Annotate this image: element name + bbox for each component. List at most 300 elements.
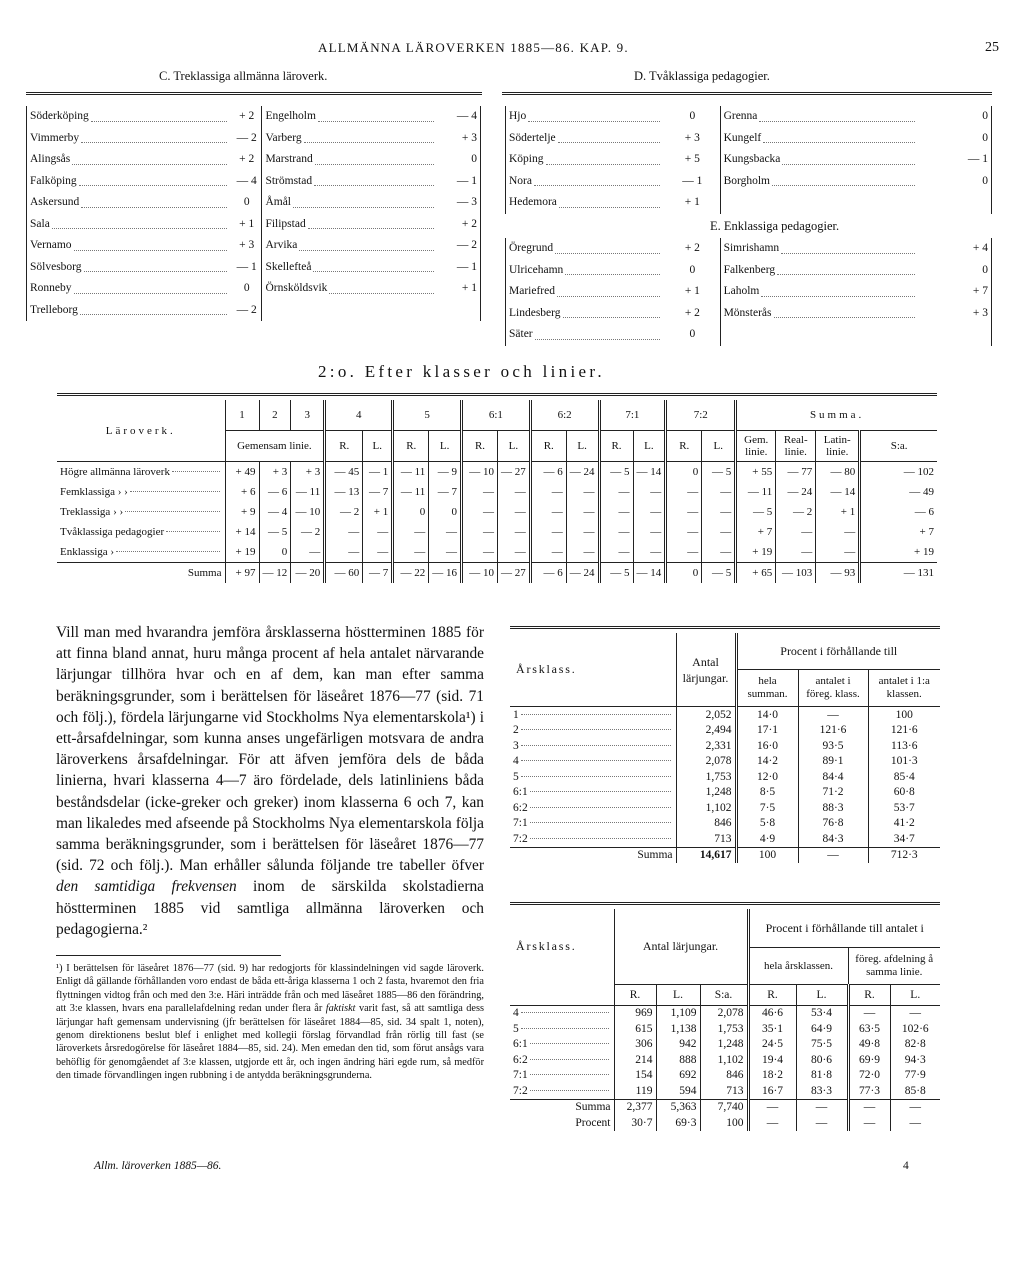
sectionC-right-name: Skellefteå: [265, 260, 312, 273]
klass-value: —: [702, 542, 736, 563]
section-e-table: [505, 238, 992, 346]
t3-hela: 14·0: [736, 707, 798, 723]
sectionC-left-name: Sala: [30, 217, 50, 230]
sectionC-row: [27, 106, 481, 128]
t3-antal: 1,753: [676, 769, 736, 785]
klass-value: — 103: [776, 563, 816, 584]
sectionC-right-name-cell: [262, 214, 439, 236]
klass-header-num: 3: [291, 400, 325, 431]
klass-value: —: [429, 522, 462, 542]
sectionC-right-name: Örnsköldsvik: [265, 282, 328, 294]
t3-1a: 101·3: [868, 754, 940, 770]
t3-summa-1a: 712·3: [868, 847, 940, 863]
klass-value: + 19: [225, 542, 259, 563]
section-c-rule: [26, 92, 482, 95]
klass-value: + 1: [816, 502, 860, 522]
sectionD-right-name: Kungelf: [723, 131, 762, 144]
klass-value: + 19: [736, 542, 776, 563]
klass-value: + 7: [736, 522, 776, 542]
klass-value: —: [393, 542, 429, 563]
t4-value: 594: [656, 1083, 700, 1099]
t4-header-r2: R.: [748, 985, 796, 1006]
sectionC-right-name-cell: [262, 171, 439, 193]
t3-foreg: 89·1: [798, 754, 868, 770]
t3-foreg: 93·5: [798, 738, 868, 754]
t3-row: [510, 831, 940, 847]
sectionD-right-name: Kungsbacka: [723, 153, 781, 165]
sectionC-row: [27, 128, 481, 150]
sectionC-right-name-cell: [262, 149, 439, 171]
klass-value: — 27: [498, 563, 531, 584]
klass-value: + 97: [225, 563, 259, 584]
t3-class-cell: [510, 738, 676, 754]
klass-value: — 131: [860, 563, 937, 584]
sectionC-left-name-cell: [27, 257, 232, 279]
klass-header-num: 6:1: [462, 400, 531, 431]
klass-value: —: [816, 522, 860, 542]
sectionC-row: [27, 214, 481, 236]
t3-class-cell: [510, 723, 676, 739]
sectionC-row: [27, 171, 481, 193]
laroverk-label: Tvåklassiga pedagogier: [60, 526, 165, 538]
sectionE-row: [506, 238, 992, 260]
sectionE-left-name: Säter: [509, 328, 533, 340]
page-number: 25: [985, 40, 999, 55]
sectionE-right-name: Laholm: [723, 285, 760, 297]
klass-value: + 6: [225, 482, 259, 502]
r-header: R.: [666, 431, 702, 462]
section-2-rule: [57, 393, 937, 396]
klass-value: —: [566, 482, 599, 502]
sectionD-row: [506, 149, 992, 171]
klass-value: — 5: [736, 502, 776, 522]
t4-procent-value: —: [796, 1115, 848, 1131]
sectionC-right-name-cell: [262, 257, 439, 279]
t4-value: 18·2: [748, 1068, 796, 1084]
sectionD-row: [506, 192, 992, 214]
sectionD-left-value: + 3: [665, 128, 720, 150]
t3-foreg: 121·6: [798, 723, 868, 739]
t4-row: [510, 1083, 940, 1099]
klass-value: —: [530, 482, 566, 502]
t3-header-foreg: antalet i föreg. klass.: [798, 670, 868, 707]
t3-1a: 85·4: [868, 769, 940, 785]
klass-header-row-1: [57, 400, 937, 431]
t3-antal: 1,248: [676, 785, 736, 801]
klass-value: — 7: [363, 482, 393, 502]
t4-procent-value: 69·3: [656, 1115, 700, 1131]
sectionC-right-value: + 2: [439, 214, 481, 236]
klass-header-num: 5: [393, 400, 462, 431]
klass-row: [57, 542, 937, 563]
t4-class-cell: [510, 1005, 614, 1021]
klass-value: — 16: [429, 563, 462, 584]
klass-value: — 60: [325, 563, 363, 584]
sectionD-left-value: 0: [665, 106, 720, 128]
klass-value: —: [776, 542, 816, 563]
t4-value: 85·8: [890, 1083, 940, 1099]
klass-value: —: [702, 522, 736, 542]
t3-foreg: 84·4: [798, 769, 868, 785]
t3-header-arsklass: Årsklass.: [510, 633, 676, 707]
klass-value: + 49: [225, 462, 259, 483]
klass-value: 0: [393, 502, 429, 522]
sectionE-right-value: + 7: [920, 281, 992, 303]
klass-value: —: [530, 502, 566, 522]
klass-value: — 13: [325, 482, 363, 502]
klass-value: — 27: [498, 462, 531, 483]
t4-value: 77·3: [848, 1083, 890, 1099]
sectionD-right-value: 0: [920, 171, 992, 193]
sectionE-row: [506, 324, 992, 346]
t3-class: 7:2: [513, 832, 528, 845]
t4-row: [510, 1052, 940, 1068]
klass-value: + 19: [860, 542, 937, 563]
paragraph-italic: den samtidiga frekvensen: [56, 878, 237, 896]
sectionD-left-name: Hedemora: [509, 196, 557, 208]
sectionE-row: [506, 281, 992, 303]
gem-linie-header: Gem. linie.: [736, 431, 776, 462]
klass-row: [57, 522, 937, 542]
t4-value: 214: [614, 1052, 656, 1068]
klass-header-num: 4: [325, 400, 393, 431]
klass-header-num: 2: [259, 400, 291, 431]
klass-value: — 11: [291, 482, 325, 502]
laroverk-label: Enklassiga ›: [60, 546, 115, 558]
laroverk-header: Läroverk.: [57, 400, 225, 462]
t4-summa-value: —: [748, 1099, 796, 1115]
klass-value: — 77: [776, 462, 816, 483]
t3-antal: 846: [676, 816, 736, 832]
sectionC-right-name-cell: [262, 192, 439, 214]
t4-procent-value: Procent: [575, 1116, 611, 1129]
klass-value: 0: [429, 502, 462, 522]
t3-hela: 8·5: [736, 785, 798, 801]
klass-value: — 2: [776, 502, 816, 522]
klass-value: —: [633, 502, 666, 522]
sectionE-left-name-cell: [506, 281, 666, 303]
klass-header-num: 1: [225, 400, 259, 431]
klass-value: — 14: [633, 563, 666, 584]
klass-header-num: 7:1: [599, 400, 666, 431]
l-header: L.: [498, 431, 531, 462]
t4-value: 83·3: [796, 1083, 848, 1099]
sectionD-row: [506, 106, 992, 128]
laroverk-label-cell: [57, 462, 225, 483]
t4-value: 16·7: [748, 1083, 796, 1099]
t3-1a: 41·2: [868, 816, 940, 832]
klass-value: —: [498, 522, 531, 542]
klass-value: —: [325, 542, 363, 563]
t4-summa-value: —: [890, 1099, 940, 1115]
sectionD-left-name: Hjo: [509, 110, 527, 122]
t4-procent-value: —: [848, 1115, 890, 1131]
t3-class-cell: [510, 707, 676, 723]
klass-value: —: [462, 522, 498, 542]
l-header: L.: [633, 431, 666, 462]
t3-class: 7:1: [513, 817, 528, 830]
t3-summa-antal: 14,617: [676, 847, 736, 863]
sectionE-left-value: + 2: [665, 303, 720, 325]
t4-value: —: [848, 1005, 890, 1021]
sectionC-row: [27, 235, 481, 257]
t3-antal: 713: [676, 831, 736, 847]
t4-value: 1,753: [700, 1021, 748, 1037]
t4-value: —: [890, 1005, 940, 1021]
t3-foreg: —: [798, 707, 868, 723]
t4-header-hela: hela årsklassen.: [748, 948, 848, 985]
sectionC-right-name: Åmål: [265, 196, 292, 208]
t4-summa-value: —: [796, 1099, 848, 1115]
sectionD-left-name: Södertelje: [509, 131, 556, 144]
klass-value: — 5: [702, 462, 736, 483]
t3-1a: 34·7: [868, 831, 940, 847]
t4-value: 888: [656, 1052, 700, 1068]
klass-header-num: 6:2: [530, 400, 599, 431]
t4-value: 82·8: [890, 1037, 940, 1053]
t3-antal: 2,331: [676, 738, 736, 754]
klass-value: —: [462, 502, 498, 522]
t4-summa-value: 5,363: [656, 1099, 700, 1115]
t4-procent-value: 30·7: [614, 1115, 656, 1131]
sectionE-left-name: Mariefred: [509, 285, 555, 297]
laroverk-label-cell: [57, 482, 225, 502]
sectionC-left-value: + 2: [232, 106, 262, 128]
latin-linie-header: Latin-linie.: [816, 431, 860, 462]
section-d-title: D. Tvåklassiga pedagogier.: [634, 69, 770, 83]
laroverk-label: Treklassiga › ›: [60, 506, 124, 518]
klass-value: — 9: [429, 462, 462, 483]
laroverk-label-cell: [57, 542, 225, 563]
klass-value: + 3: [291, 462, 325, 483]
t3-row: [510, 769, 940, 785]
t3-class: 6:2: [513, 801, 528, 814]
t3-hela: 17·1: [736, 723, 798, 739]
t3-summa-label: Summa: [510, 847, 676, 863]
t3-header-procent: Procent i förhållande till: [736, 633, 940, 670]
running-header: ALLMÄNNA LÄROVERKEN 1885—86. KAP. 9.: [318, 40, 629, 55]
sectionE-left-name: Lindesberg: [509, 306, 561, 319]
t3-row: [510, 738, 940, 754]
sectionE-right-name-cell: [720, 238, 920, 260]
t3-header-1a: antalet i 1:a klassen.: [868, 670, 940, 707]
laroverk-label: Femklassiga › ›: [60, 486, 128, 498]
sectionE-right-value: + 3: [920, 303, 992, 325]
main-paragraph: [56, 622, 484, 940]
sectionE-left-name: Ulricehamn: [509, 263, 564, 276]
klass-value: — 2: [291, 522, 325, 542]
klass-value: — 5: [702, 563, 736, 584]
t3-class-cell: [510, 785, 676, 801]
klass-value: — 1: [363, 462, 393, 483]
sectionC-left-name-cell: [27, 128, 232, 150]
sectionC-left-name-cell: [27, 106, 232, 128]
section-c-title: C. Treklassiga allmänna läroverk.: [159, 69, 328, 83]
t4-row: [510, 1021, 940, 1037]
klass-value: — 10: [462, 462, 498, 483]
klass-value: — 10: [291, 502, 325, 522]
sectionD-left-name: Nora: [509, 174, 532, 187]
t4-value: 81·8: [796, 1068, 848, 1084]
t3-summa-hela: 100: [736, 847, 798, 863]
klass-value: —: [666, 502, 702, 522]
laroverk-label-cell: [57, 502, 225, 522]
t3-class-cell: [510, 769, 676, 785]
sectionC-right-value: — 3: [439, 192, 481, 214]
klass-value: + 65: [736, 563, 776, 584]
klass-value: —: [462, 542, 498, 563]
sectionC-left-value: — 2: [232, 128, 262, 150]
sectionC-right-name: Filipstad: [265, 217, 306, 230]
arsklass-table: [510, 626, 940, 863]
t4-summa-value: —: [848, 1099, 890, 1115]
klass-value: 0: [666, 563, 702, 584]
t3-header-antal: Antal lärjungar.: [676, 633, 736, 707]
klass-value: — 22: [393, 563, 429, 584]
section-2-title: 2:o. Efter klasser och linier.: [318, 362, 605, 381]
sectionC-right-name: Varberg: [265, 131, 302, 144]
t3-1a: 121·6: [868, 723, 940, 739]
klass-row: [57, 502, 937, 522]
paragraph-text: Vill man med hvarandra jemföra årsklasserna höstterminen 1885 för att finna bland annat, huru många procent af hela antalet närvarande lärjungar tillhöra hvar och en af dem, kan man efter samma beräkningsgrunder, som i berättelsen för läseåret 1876—77 (sid. 71 och följ.), fördela lärjungarne vid Stockholms Nya elementarskola¹) i ett-årsafdelningar, som kunna anses ungefärligen motsvara de andra läroverkens årsafdelningar. För att äfven jemföra dels de båda linierna, hvari klasserna 4—7 äro fördelade, dels latinliniens båda beståndsdelar (icke-greker och greker) inom klasserna 6 och 7, kan man likaledes med afseende på Stockholms Nya elementarskola följa samma beräkningsgrunder, som i berättelsen för läseåret 1876—77 (sid. 72 och följ.). Man erhåller sålunda följande tre tabeller öfver: [56, 624, 484, 875]
sectionC-right-name: Engelholm: [265, 110, 316, 122]
section-d-rule: [502, 92, 992, 95]
klass-value: —: [702, 482, 736, 502]
r-header: R.: [393, 431, 429, 462]
sectionD-left-name-cell: [506, 106, 666, 128]
klasser-table: [57, 400, 937, 583]
t3-class-cell: [510, 754, 676, 770]
t4-class-cell: [510, 1021, 614, 1037]
footnote-text-1: ¹) I berättelsen för läseåret 1876—77 (sid. 9) har redogjorts för klassindelningen vid sagde läroverk. Enligt då gällande förhållanden voro endast de båda ett-åriga klasserna 1 och 2 fasta, hvaremot den fria flyttningen vidtog från och med den 3:e. Häri inträdde från och med läseåret 1885—86 den förändring, att 3:e klassen, hvars ena parallelafdelning redan under flera år: [56, 963, 484, 1015]
sectionC-row: [27, 278, 481, 300]
t3-hela: 4·9: [736, 831, 798, 847]
sectionC-right-name: Arvika: [265, 239, 298, 251]
t3-header-hela: hela summan.: [736, 670, 798, 707]
t4-value: 2,078: [700, 1005, 748, 1021]
t3-class-cell: [510, 816, 676, 832]
sectionD-left-value: + 1: [665, 192, 720, 214]
t3-row: [510, 800, 940, 816]
sectionC-right-name: Strömstad: [265, 174, 313, 187]
t4-value: 713: [700, 1083, 748, 1099]
klass-value: —: [776, 522, 816, 542]
t4-procent-value: —: [890, 1115, 940, 1131]
t3-row: [510, 723, 940, 739]
klass-value: — 4: [259, 502, 291, 522]
t3-class-cell: [510, 831, 676, 847]
t4-header-sa: S:a.: [700, 985, 748, 1006]
sectionC-left-name: Vernamo: [30, 239, 72, 251]
sectionE-right-name: Simrishamn: [723, 242, 780, 254]
sectionC-left-name: Falköping: [30, 174, 77, 187]
t4-header-r: R.: [614, 985, 656, 1006]
klass-value: —: [633, 482, 666, 502]
sectionD-right-name-cell: [720, 106, 920, 128]
t4-value: 692: [656, 1068, 700, 1084]
t4-value: 1,138: [656, 1021, 700, 1037]
t3-foreg: 71·2: [798, 785, 868, 801]
t4-procent-row: [510, 1115, 940, 1131]
t4-row: [510, 1005, 940, 1021]
t3-1a: 60·8: [868, 785, 940, 801]
klass-value: — 80: [816, 462, 860, 483]
t4-value: 942: [656, 1037, 700, 1053]
sectionC-row: [27, 300, 481, 322]
t4-value: 1,102: [700, 1052, 748, 1068]
t4-value: 53·4: [796, 1005, 848, 1021]
footnote: [56, 962, 484, 1083]
r-header: R.: [530, 431, 566, 462]
sectionC-left-name: Söderköping: [30, 110, 89, 122]
klass-value: —: [599, 502, 633, 522]
klass-value: 0: [666, 462, 702, 483]
klass-value: — 14: [816, 482, 860, 502]
r-header: R.: [462, 431, 498, 462]
t3-summa-foreg: —: [798, 847, 868, 863]
sectionC-right-value: — 2: [439, 235, 481, 257]
t4-header-l: L.: [656, 985, 700, 1006]
gemensam-linie-header: Gemensam linie.: [225, 431, 325, 462]
klass-header-num: 7:2: [666, 400, 736, 431]
sectionE-left-name-cell: [506, 303, 666, 325]
l-header: L.: [702, 431, 736, 462]
sectionD-left-value: — 1: [665, 171, 720, 193]
klass-value: —: [498, 542, 531, 563]
t3-summa-row: [510, 847, 940, 863]
t3-antal: 1,102: [676, 800, 736, 816]
t3-row: [510, 785, 940, 801]
klass-summa-row: [57, 563, 937, 584]
blank: [920, 324, 992, 346]
t3-1a: 53·7: [868, 800, 940, 816]
t3-class-cell: [510, 800, 676, 816]
t4-class-cell: [510, 1068, 614, 1084]
sectionE-right-name: Falkenberg: [723, 263, 776, 276]
klass-value: —: [498, 482, 531, 502]
t4-value: 306: [614, 1037, 656, 1053]
sectionD-left-name: Köping: [509, 153, 544, 165]
sectionC-right-value: — 1: [439, 257, 481, 279]
section-e-title: E. Enklassiga pedagogier.: [710, 219, 840, 233]
blank: [439, 300, 481, 322]
klass-value: —: [530, 522, 566, 542]
t4-summa-value: 7,740: [700, 1099, 748, 1115]
footnote-italic: faktiskt: [325, 1003, 356, 1015]
t3-class: 2: [513, 724, 519, 737]
klass-value: + 55: [736, 462, 776, 483]
klass-value: — 6: [530, 462, 566, 483]
sa-header: S:a.: [860, 431, 937, 462]
t4-procent-value: —: [748, 1115, 796, 1131]
sectionD-right-value: 0: [920, 128, 992, 150]
sectionE-row: [506, 260, 992, 282]
t4-header-antal: Antal lärjungar.: [614, 909, 748, 985]
sectionC-right-value: 0: [439, 149, 481, 171]
t3-class: 4: [513, 755, 519, 768]
sectionC-left-value: + 1: [232, 214, 262, 236]
klass-value: 0: [259, 542, 291, 563]
sectionC-left-name-cell: [27, 278, 232, 300]
sectionD-left-name-cell: [506, 192, 666, 214]
t4-row: [510, 1037, 940, 1053]
sectionE-right-value: 0: [920, 260, 992, 282]
t4-class: 7:1: [513, 1069, 528, 1082]
klass-value: —: [666, 542, 702, 563]
section-d-table: [505, 106, 992, 214]
t3-row: [510, 816, 940, 832]
t4-value: 94·3: [890, 1052, 940, 1068]
